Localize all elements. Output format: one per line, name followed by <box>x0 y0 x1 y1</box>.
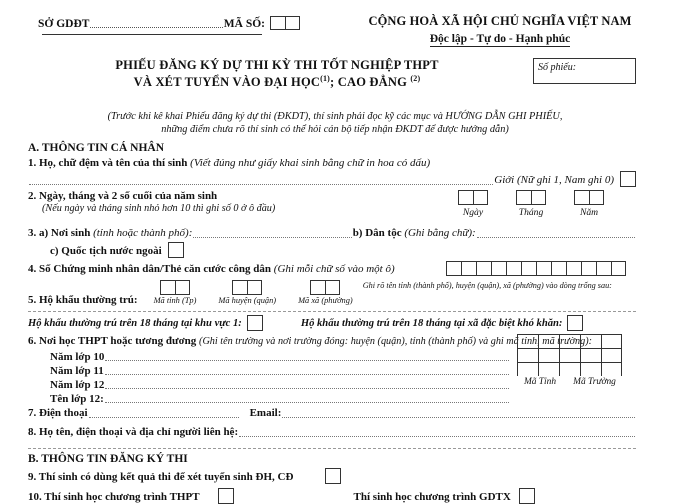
question-1-label-row <box>28 156 636 170</box>
question-10-row <box>28 488 636 504</box>
province-code-group <box>154 280 197 307</box>
q3a-label: 3. a) Nơi sinh <box>28 227 91 240</box>
q9-checkbox[interactable] <box>325 468 341 484</box>
form-body <box>28 8 636 503</box>
q6-label: 6. Nơi học THPT hoặc tương đương <box>28 335 197 348</box>
code-box[interactable] <box>270 16 285 30</box>
ward-code-boxes[interactable] <box>310 280 340 295</box>
gender-checkbox[interactable] <box>620 171 636 187</box>
grade-12-school-input[interactable] <box>105 379 509 389</box>
q7-phone-input[interactable] <box>89 408 239 418</box>
question-5-block <box>28 280 636 307</box>
province-code-cell[interactable] <box>517 348 538 362</box>
id-digit-box[interactable] <box>476 261 491 276</box>
birth-month-boxes[interactable] <box>516 190 546 205</box>
ward-code-box[interactable] <box>310 280 325 295</box>
special-area-label: Hộ khẩu thường trú trên 18 tháng tại xã đặc biệt khó khăn: <box>300 318 563 330</box>
q3a-hint: (tỉnh hoặc thành phố): <box>93 227 193 240</box>
q5-hint: Ghi rõ tên tỉnh (thành phố), huyện (quận), xã (phường) vào dòng trống sau: <box>362 280 612 290</box>
foreign-nationality-checkbox[interactable] <box>168 242 184 258</box>
q9-label: 9. Thí sinh có dùng kết quả thi để xét tuyển sinh ĐH, CĐ <box>28 470 294 483</box>
class-12-label: Tên lớp 12: <box>50 392 104 405</box>
form-instruction-note <box>26 111 644 137</box>
q3b-ethnicity-input[interactable] <box>477 228 635 238</box>
id-digit-box[interactable] <box>581 261 596 276</box>
section-b-title: B. THÔNG TIN ĐĂNG KÝ THI <box>28 453 188 466</box>
national-motto: Độc lập - Tự do - Hạnh phúc <box>429 33 571 45</box>
school-code-cell[interactable] <box>580 334 601 348</box>
form-title <box>42 58 512 90</box>
id-digit-box[interactable] <box>491 261 506 276</box>
department-underline <box>42 34 262 35</box>
question-9-row <box>28 468 636 484</box>
province-code-caption: Mã tỉnh (Tp) <box>153 296 197 306</box>
area1-label: Hộ khẩu thường trú trên 18 tháng tại khu vực 1: <box>28 318 242 330</box>
ticket-number-label: Số phiếu: <box>538 62 577 73</box>
grade-11-row <box>28 365 510 377</box>
form-header <box>28 8 636 54</box>
birth-month-group <box>516 188 546 218</box>
year-box[interactable] <box>589 190 604 205</box>
province-code-box[interactable] <box>160 280 175 295</box>
question-7-row <box>28 406 636 420</box>
id-digit-box[interactable] <box>596 261 611 276</box>
school-grid-captions <box>517 377 626 387</box>
district-code-box[interactable] <box>247 280 262 295</box>
question-6-block <box>28 334 636 404</box>
year-caption: Năm <box>579 207 599 219</box>
grade-11-label: Năm lớp 11 <box>50 364 104 377</box>
q1-fullname-input[interactable] <box>29 175 493 185</box>
q1-gender-label: Giới (Nữ ghi 1, Nam ghi 0) <box>494 173 614 186</box>
ward-code-box[interactable] <box>325 280 340 295</box>
residence-conditions-row <box>28 315 636 331</box>
school-code-cell[interactable] <box>559 362 580 376</box>
id-number-boxes[interactable] <box>446 261 626 276</box>
instruction-line-1: (Trước khi kê khai Phiếu đăng ký dự thi (ĐKDT), thí sinh phải đọc kỹ các mục và HƯỚNG DẪN GHI PHIẾU, <box>107 111 563 122</box>
id-digit-box[interactable] <box>611 261 626 276</box>
form-title-line2 <box>42 74 512 90</box>
district-code-box[interactable] <box>232 280 247 295</box>
district-code-caption: Mã huyện (quận) <box>218 296 277 306</box>
department-input-line[interactable] <box>90 19 222 28</box>
province-code-cell[interactable] <box>517 334 538 348</box>
id-digit-box[interactable] <box>461 261 476 276</box>
ward-code-caption: Mã xã (phường) <box>298 296 353 306</box>
question-1-input-row <box>28 171 636 187</box>
year-box[interactable] <box>574 190 589 205</box>
id-digit-box[interactable] <box>551 261 566 276</box>
month-caption: Tháng <box>518 207 544 219</box>
instruction-line-2: những điểm chưa rõ thí sinh có thể hỏi cán bộ tiếp nhận ĐKDT để được hướng dẫn) <box>161 123 509 135</box>
question-5-row <box>28 280 636 307</box>
birthdate-boxes <box>458 188 604 218</box>
q3b-label: b) Dân tộc <box>352 227 402 240</box>
province-code-cell[interactable] <box>538 362 559 376</box>
province-code-cell[interactable] <box>538 348 559 362</box>
q10-right-label: Thí sinh học chương trình GDTX <box>353 490 511 503</box>
school-code-grid <box>517 334 626 387</box>
question-3a-row <box>28 226 636 240</box>
day-caption: Ngày <box>462 207 484 219</box>
school-code-cell[interactable] <box>580 348 601 362</box>
school-code-cell[interactable] <box>601 348 622 362</box>
national-heading <box>320 14 680 47</box>
day-box[interactable] <box>458 190 473 205</box>
province-code-boxes[interactable] <box>160 280 190 295</box>
q10-gdtx-checkbox[interactable] <box>519 488 535 504</box>
question-2-block <box>28 190 636 224</box>
grade-10-label: Năm lớp 10 <box>50 350 105 363</box>
grid-province-caption: Mã Tỉnh <box>523 377 557 388</box>
q8-contact-input[interactable] <box>239 427 635 437</box>
province-code-cell[interactable] <box>517 362 538 376</box>
question-4-row <box>28 261 636 276</box>
area1-checkbox[interactable] <box>247 315 263 331</box>
school-code-cell[interactable] <box>559 348 580 362</box>
grade-11-school-input[interactable] <box>105 365 509 375</box>
birth-year-group <box>574 188 604 218</box>
question-8-row <box>28 425 636 439</box>
school-code-cell[interactable] <box>580 362 601 376</box>
q3a-birthplace-input[interactable] <box>193 228 351 238</box>
residence-address-input[interactable] <box>28 311 636 312</box>
q4-hint: (Ghi mỗi chữ số vào một ô) <box>273 263 395 276</box>
q3b-hint: (Ghi bằng chữ): <box>404 227 476 240</box>
footnote-marker-1: (1) <box>320 74 331 83</box>
q8-contact-second-line[interactable] <box>28 448 636 449</box>
month-box[interactable] <box>516 190 531 205</box>
country-name: CỘNG HOÀ XÃ HỘI CHỦ NGHĨA VIỆT NAM <box>368 14 632 28</box>
month-box[interactable] <box>531 190 546 205</box>
q7-email-label: Email: <box>249 406 282 419</box>
department-label: SỞ GDĐT <box>38 18 90 30</box>
department-code-boxes[interactable] <box>270 16 300 30</box>
grade-10-row <box>28 351 510 363</box>
province-code-box[interactable] <box>175 280 190 295</box>
school-code-row <box>517 362 626 376</box>
district-code-group <box>218 280 276 307</box>
id-digit-box[interactable] <box>446 261 461 276</box>
school-code-cell[interactable] <box>601 362 622 376</box>
q10-left-label: 10. Thí sinh học chương trình THPT <box>28 490 200 503</box>
id-digit-box[interactable] <box>521 261 536 276</box>
district-code-boxes[interactable] <box>232 280 262 295</box>
q2-hint: (Nếu ngày và tháng sinh nhỏ hơn 10 thì ghi số 0 ở ô đầu) <box>42 203 276 215</box>
grade-12-row <box>28 379 510 391</box>
day-box[interactable] <box>473 190 488 205</box>
school-code-row <box>517 348 626 362</box>
question-10-row-partial <box>28 488 636 503</box>
id-digit-box[interactable] <box>536 261 551 276</box>
grid-school-caption: Mã Trường <box>573 377 616 388</box>
footnote-marker-2: (2) <box>410 74 421 83</box>
special-area-checkbox[interactable] <box>567 315 583 331</box>
school-code-cell[interactable] <box>559 334 580 348</box>
class-12-input[interactable] <box>105 393 509 403</box>
province-code-cell[interactable] <box>538 334 559 348</box>
question-3c-row <box>28 242 636 258</box>
q5-label: 5. Hộ khẩu thường trú: <box>28 293 138 306</box>
id-digit-box[interactable] <box>566 261 581 276</box>
q2-label: 2. Ngày, tháng và 2 số cuối của năm sinh <box>28 190 218 203</box>
grade-10-school-input[interactable] <box>105 351 509 361</box>
birth-day-boxes[interactable] <box>458 190 488 205</box>
q4-label: 4. Số Chứng minh nhân dân/Thẻ căn cước công dân <box>28 263 272 276</box>
school-code-cell[interactable] <box>601 334 622 348</box>
q10-thpt-checkbox[interactable] <box>218 488 234 504</box>
title-line2-mid: ; CAO ĐẲNG <box>330 75 411 90</box>
q7-email-input[interactable] <box>282 408 635 418</box>
class-name-row <box>28 393 510 405</box>
q3c-label: c) Quốc tịch nước ngoài <box>50 245 162 258</box>
title-line2-main: VÀ XÉT TUYỂN VÀO ĐẠI HỌC <box>133 75 321 90</box>
q6-hint: (Ghi tên trường và nơi trường đóng: huyện (quận), tỉnh (thành phố) và ghi mã tỉnh, mã trường): <box>199 336 593 348</box>
title-block <box>28 58 636 110</box>
department-field-group <box>38 16 300 30</box>
code-box[interactable] <box>285 16 300 30</box>
residence-code-groups <box>154 280 353 307</box>
id-digit-box[interactable] <box>506 261 521 276</box>
q1-hint: (Viết đúng như giấy khai sinh bằng chữ in hoa có dấu) <box>190 156 431 169</box>
q8-label: 8. Họ tên, điện thoại và địa chỉ người liên hệ: <box>28 425 239 438</box>
birth-year-boxes[interactable] <box>574 190 604 205</box>
department-code-label: MÃ SỐ: <box>223 18 265 30</box>
q7-phone-label: 7. Điện thoại <box>28 406 88 419</box>
form-title-line1: PHIẾU ĐĂNG KÝ DỰ THI KỲ THI TỐT NGHIỆP THPT <box>115 58 439 72</box>
grade-12-label: Năm lớp 12 <box>50 378 105 391</box>
q1-label: 1. Họ, chữ đệm và tên của thí sinh <box>28 156 188 169</box>
section-a-title: A. THÔNG TIN CÁ NHÂN <box>28 141 164 154</box>
school-code-row <box>517 334 626 348</box>
ticket-number-box[interactable] <box>533 58 636 84</box>
birth-day-group <box>458 188 488 218</box>
ward-code-group <box>298 280 353 307</box>
